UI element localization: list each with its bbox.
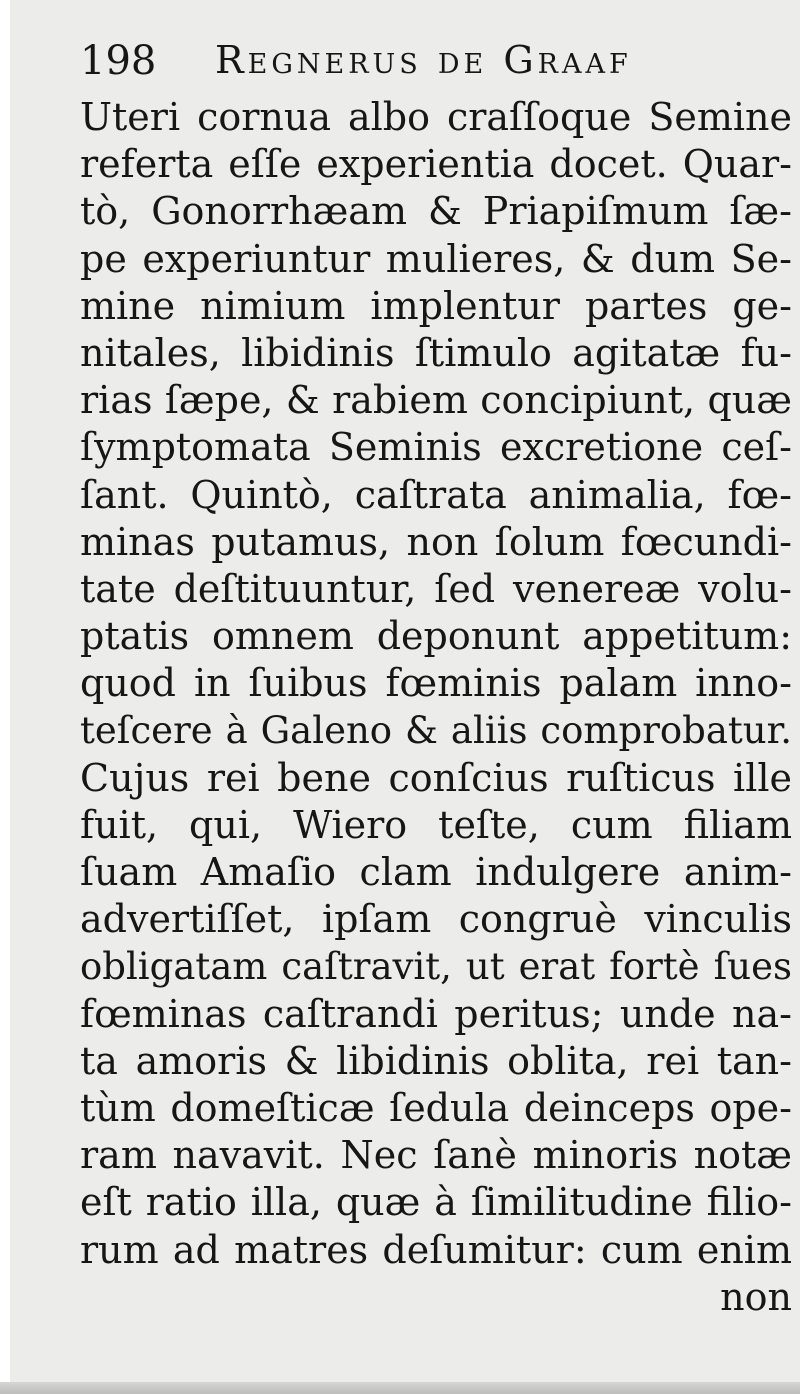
page-header: [80, 30, 800, 90]
text-line: minas putamus, non ſolum fœcundi-: [80, 519, 792, 564]
text-line: eſt ratio illa, quæ à ſimilitudine filio-: [80, 1180, 792, 1225]
text-line: fœminas caſtrandi peritus; unde na-: [80, 991, 792, 1036]
text-line: Uteri cornua albo craſſoque Semine: [80, 95, 792, 139]
text-line: tùm domeſticæ ſedula deinceps ope-: [80, 1085, 792, 1130]
text-line: ſant. Quintò, caſtrata animalia, fœ-: [80, 472, 792, 517]
text-line: mine nimium implentur partes ge-: [80, 283, 792, 328]
text-line: ſuam Amaſio clam indulgere anim-: [80, 850, 792, 894]
text-line: quod in ſuibus fœminis palam inno-: [80, 661, 792, 706]
running-title: Regnerus de Graaf: [215, 38, 632, 82]
page-gutter-margin: [0, 0, 10, 1394]
text-line: ſymptomata Seminis excretione ceſ-: [80, 425, 792, 470]
text-line: rias ſæpe, & rabiem concipiunt, quæ: [80, 378, 792, 423]
catchword: non: [720, 1274, 792, 1319]
text-line: ta amoris & libidinis oblita, rei tan-: [80, 1038, 792, 1083]
text-line: fuit, qui, Wiero teſte, cum filiam: [80, 802, 792, 847]
text-line: pe experiuntur mulieres, & dum Se-: [80, 236, 792, 281]
page-number: 198: [80, 38, 157, 84]
body-text: [80, 94, 792, 1321]
text-line: nitales, libidinis ſtimulo agitatæ fu-: [80, 330, 792, 375]
text-line: referta eſſe experientia docet. Quar-: [80, 142, 792, 187]
text-line: obligatam caſtravit, ut erat fortè ſues: [80, 945, 792, 989]
text-line: advertiſſet, ipſam congruè vinculis: [80, 897, 792, 942]
text-line: tò, Gonorrhæam & Priapiſmum ſæ-: [80, 189, 792, 234]
text-line: ptatis omnem deponunt appetitum:: [80, 614, 792, 659]
text-line: tate deſtituuntur, ſed venereæ volu-: [80, 566, 792, 611]
page-bottom-edge: [0, 1382, 800, 1394]
text-line: teſcere à Galeno & aliis comprobatur.: [80, 709, 792, 753]
text-line: Cujus rei bene conſcius ruſticus ille: [80, 755, 792, 800]
text-line: rum ad matres deſumitur: cum enim: [80, 1227, 792, 1272]
text-line: ram navavit. Nec ſanè minoris notæ: [80, 1133, 792, 1178]
